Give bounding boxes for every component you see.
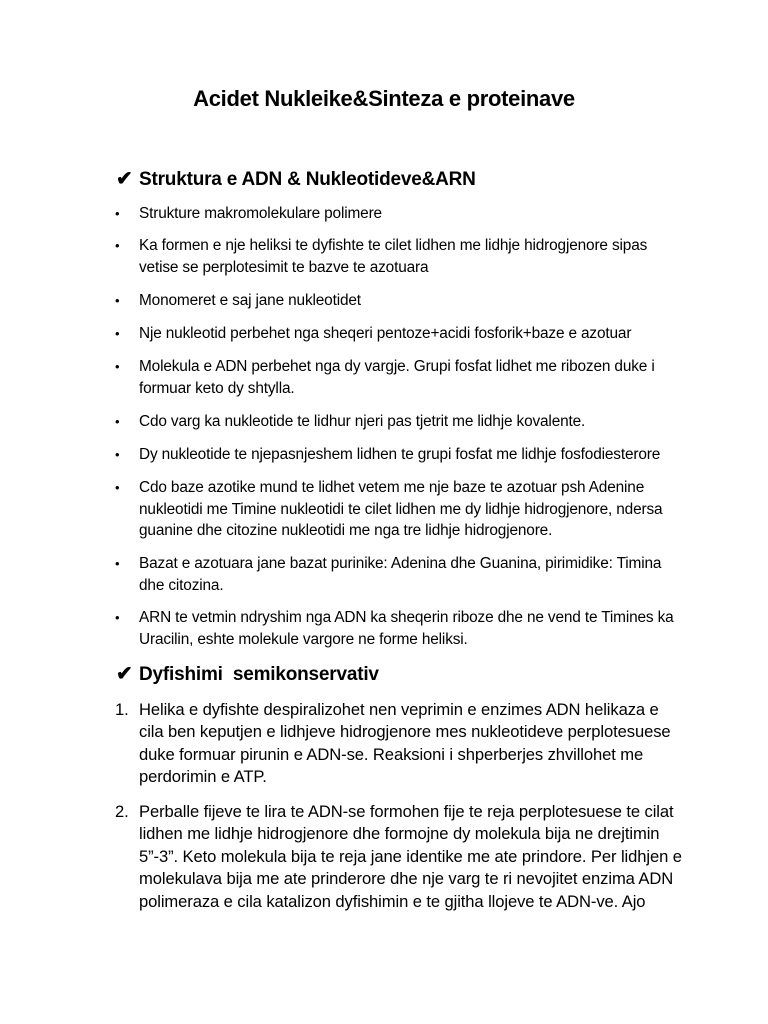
list-item [115,444,684,466]
list-item-text: Perballe fijeve te lira te ADN-se formohen fije te reja perplotesuese te cilat lidhen me lidhje hidrogjenore dhe formojne dy molekula bija ne drejtimin 5”-3”. Keto molekula bija te reja jane identike me ate prindore. Per lidhjen e molekulava bija me ate prinderore dhe nje varg te ri nevojitet enzima ADN polimeraza e cila katalizon dyfishimin e te gjitha llojeve te ADN-ve. Ajo [139,802,682,911]
list-item-text: Dy nukleotide te njepasnjeshem lidhen te grupi fosfat me lidhje fosfodiesterore [139,446,661,463]
list-item [115,323,684,345]
list-item-text: Strukture makromolekulare polimere [139,205,382,222]
document-title: Acidet Nukleike&Sinteza e proteinave [193,86,575,111]
section-heading-replication [116,661,379,686]
numbered-list-item [115,699,684,789]
list-item [115,477,684,542]
numbered-list-item [115,801,684,913]
list-item-text: Cdo varg ka nukleotide te lidhur njeri pas tjetrit me lidhje kovalente. [139,413,586,430]
list-item [115,607,684,650]
list-item-text: Nje nukleotid perbehet nga sheqeri pentoze+acidi fosforik+baze e azotuar [139,325,632,342]
checkmark-icon: ✔ [116,663,133,685]
bullet-icon: • [115,414,120,429]
section-heading-text: Struktura e ADN & Nukleotideve&ARN [139,169,476,190]
bullet-icon: • [115,447,120,462]
bullet-icon: • [115,238,120,253]
list-item-text: Cdo baze azotike mund te lidhet vetem me nje baze te azotuar psh Adenine nukleotidi me Timine nukleotidi te cilet lidhen me dy lidhje hidrogjenore, ndersa guanine dhe citozine nukleotidi me nga tre lidhje hidrogjenore. [139,479,663,539]
bullet-icon: • [115,556,120,571]
list-item [115,235,684,278]
list-item [115,203,684,225]
list-item-text: Molekula e ADN perbehet nga dy vargje. Grupi fosfat lidhet me ribozen duke i formuar keto dy shtylla. [139,358,655,397]
list-item [115,411,684,433]
list-item [115,290,684,312]
list-item [115,553,684,596]
list-item-text: Monomeret e saj jane nukleotidet [139,292,361,309]
bullet-icon: • [115,326,120,341]
list-number: 2. [115,802,129,821]
list-item-text: Ka formen e nje heliksi te dyfishte te cilet lidhen me lidhje hidrogjenore sipas vetise se perplotesimit te bazve te azotuara [139,237,648,276]
bullet-icon: • [115,359,120,374]
bullet-icon: • [115,206,120,221]
list-number: 1. [115,700,129,719]
bullet-icon: • [115,480,120,495]
list-item-text: Helika e dyfishte despiralizohet nen veprimin e enzimes ADN helikaza e cila ben keputjen e lidhjeve hidrogjenore mes nukleotideve perplotesuese duke formuar pirunin e ADN-se. Reaksioni i shperberjes zhvillohet me perdorimin e ATP. [139,700,671,787]
list-item-text: ARN te vetmin ndryshim nga ADN ka sheqerin riboze dhe ne vend te Timines ka Uracilin, eshte molekule vargore ne forme heliksi. [139,609,674,648]
list-item-text: Bazat e azotuara jane bazat purinike: Adenina dhe Guanina, pirimidike: Timina dhe citozina. [139,555,662,594]
list-item [115,356,684,399]
section-heading-structure [116,166,476,191]
bullet-icon: • [115,610,120,625]
checkmark-icon: ✔ [116,168,133,190]
bullet-icon: • [115,293,120,308]
section-heading-text: Dyfishimi semikonservativ [139,664,379,685]
